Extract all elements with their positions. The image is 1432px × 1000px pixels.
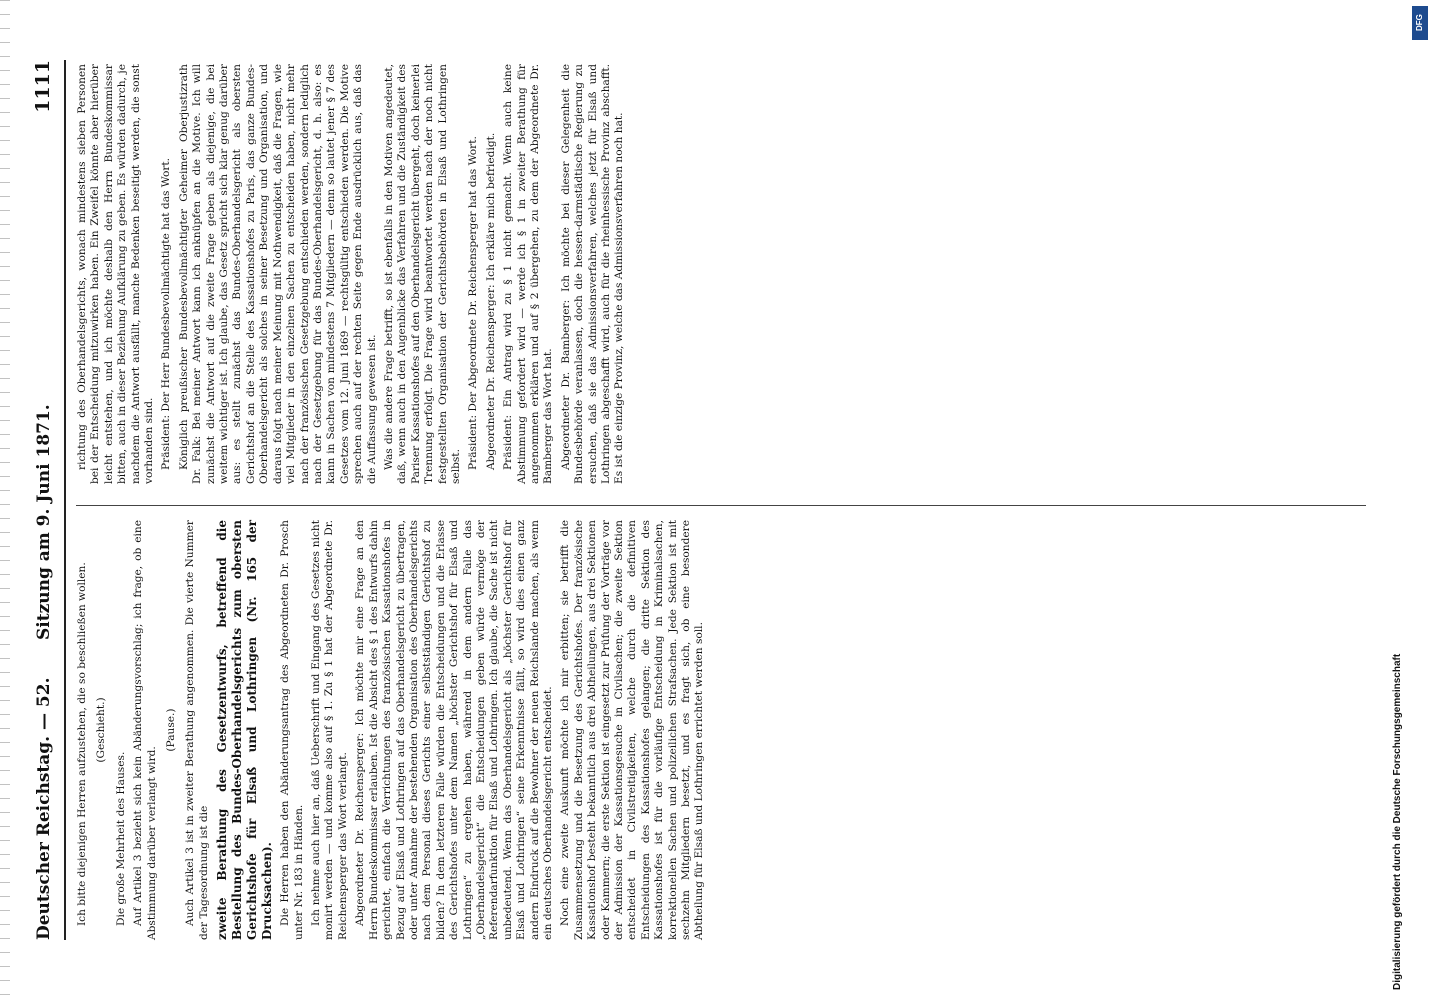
paragraph: Ich nehme auch hier an, daß Ueberschrift und Eingang des Gesetzes nicht monirt werden — und komme also auf § 1. Zu § 1 hat der Abgeordnete Dr. Reichensperger das Wort verlangt. <box>310 520 349 940</box>
paragraph: richtung des Oberhandelsgerichts, wonach mindestens sieben Personen bei der Entscheidung mitzuwirken haben. Ein Zweifel könnte aber hierüber leicht entstehen, und ich möchte deshalb den Herrn Bundeskommissar bitten, auch in dieser Beziehung Aufklärung zu geben. Es würden dadurch, je nachdem die Antwort ausfällt, manche Bedenken beseitigt werden, die sonst vorhanden sind. <box>76 64 156 484</box>
paragraph: Ich bitte diejenigen Herren aufzustehen, die so beschließen wollen. <box>76 562 88 926</box>
paragraph: Präsident: Der Herr Bundesbevollmächtigte hat das Wort. <box>160 157 173 470</box>
paragraph: Abgeordneter Dr. Reichensperger: Ich erkläre mich befriedigt. <box>484 132 497 470</box>
header-session: Sitzung am 9. Juni 1871. <box>34 404 54 640</box>
paragraph: Die Herren haben den Abänderungsantrag des Abgeordneten Dr. Prosch unter Nr. 183 in Händen. <box>279 520 305 940</box>
right-column <box>76 64 631 484</box>
header-publication: Deutscher Reichstag. — 52. <box>34 677 54 940</box>
footer-credit-text: Digitalisierung gefördert durch die Deutsche Forschungsgemeinschaft <box>1392 653 1403 990</box>
paragraph: Präsident: Der Abgeordnete Dr. Reichensperger hat das Wort. <box>467 136 480 470</box>
dfg-logo: DFG <box>1412 6 1428 40</box>
paragraph: Abgeordneter Dr. Bamberger: Ich möchte bei dieser Gelegenheit die Bundesbehörde veranlassen, doch die hessen-darmstädtische Regierung zu ersuchen, daß sie das Admissionsverfahren, welches jetzt für Elsaß und Lothringen abgeschafft wird, auch für die rheinhessische Provinz abschafft. Es ist die einzige Provinz, welche das Admissionsverfahren noch hat. <box>559 64 626 484</box>
paragraph: Abgeordneter Dr. Reichensperger: Ich möchte mir eine Frage an den Herrn Bundeskommissar erlauben. Ist die Absicht des § 1 des Entwurfs dahin gerichtet, einfach die Verrichtungen des französischen Kassationshofes in Bezug auf Elsaß und Lothringen auf das Oberhandelsgericht zu übertragen, oder unter Annahme der bestehenden Organisation des Oberhandelsgerichts nach dem Personal dieses Gerichts einer selbstständigen Gerichtshof zu bilden? In dem letzteren Falle würden die Entscheidungen und die Erlasse des Gerichtshofes unter dem Namen „höchster Gerichtshof für Elsaß und Lothringen“ zu ergehen haben, während in dem andern Falle das „Oberhandelsgericht“ die Entscheidungen geben würde vermöge der Referendarfunktion für Elsaß und Lothringen. Ich glaube, die Sache ist nicht unbedeutend. Wenn das Oberhandelsgericht als „höchster Gerichtshof für Elsaß und Lothringen“ seine Erkenntnisse fällt, so wird dies einen ganz andern Eindruck auf die Bewohner der neuen Reichslande machen, als wenn ein deutsches Oberhandelsgericht entscheidet. <box>354 520 554 940</box>
paragraph: Auf Artikel 3 bezieht sich kein Abänderungsvorschlag; ich frage, ob eine Abstimmung darüber verlangt wird. <box>132 520 158 940</box>
paragraph: Noch eine zweite Auskunft möchte ich mir erbitten; sie betrifft die Zusammensetzung und die Besetzung des Gerichtshofes. Der französische Kassationshof besteht bekanntlich aus drei Abtheilungen, aus drei Sektionen oder Kammern; die erste Sektion ist eingesetzt zur Prüfung der Vorträge vor der Admission der Kassationsgesuche in Civilsachen; die zweite Sektion entscheidet in Civilstreitigkeiten, welche durch die definitiven Entscheidungen des Kassationshofes gelangen; die dritte Sektion des Kassationshofes ist für die vorläufige Entscheidung in Kriminalsachen, korrektionellen Sachen und polizeilichen Strafsachen. Jede Sektion ist mit sechzehn Mitgliedern besetzt, und es fragt sich, ob eine besondere Abtheilung für Elsaß und Lothringen errichtet werden soll. <box>559 520 706 940</box>
paragraph: Auch Artikel 3 ist in zweiter Berathung angenommen. Die vierte Nummer der Tagesordnung ist die <box>184 520 210 940</box>
footer-credit <box>1392 10 1412 990</box>
page-header <box>30 60 66 940</box>
paragraph: (Pause.) <box>165 708 178 752</box>
left-column <box>76 520 711 940</box>
column-divider <box>76 505 1366 506</box>
paragraph: Präsident: Ein Antrag wird zu § 1 nicht gemacht. Wenn auch keine Abstimmung gefordert wird — werde ich § 1 in zweiter Berathung für angenommen erklären und auf § 2 übergehen, zu dem der Abgeordnete Dr. Bamberger das Wort hat. <box>502 64 555 484</box>
page-number: 1111 <box>32 60 54 113</box>
paragraph: (Geschieht.) <box>95 697 108 763</box>
paragraph: zweite Berathung des Gesetzentwurfs, betreffend die Bestellung des Bundes-Oberhandelsgerichts zum obersten Gerichtshofe für Elsaß und Lothringen (Nr. 165 der Drucksachen). <box>215 520 275 940</box>
paragraph: Königlich preußischer Bundesbevollmächtigter Geheimer Oberjustizrath Dr. Falk: Bei meiner Antwort kann ich anknüpfen an die Motive. Ich will zunächst die Antwort auf die zweite Frage geben als diejenige, die bei weitem wichtiger ist. Ich glaube, das Gesetz spricht sich klar genug darüber aus: es stellt zunächst das Bundes-Oberhandelsgericht als obersten Gerichtshof an die Stelle des Kassationshofes zu Paris, das ganze Bundes-Oberhandelsgericht als solches in seiner Besetzung und Organisation, und daraus folgt nach meiner Meinung mit Nothwendigkeit, daß die Fragen, wie viel Mitglieder in den einzelnen Sachen zu entscheiden haben, nicht mehr nach der französischen Gesetzgebung entschieden werden, sondern lediglich nach der Gesetzgebung für das Bundes-Oberhandelsgericht, d. h. also: es kann in Sachen von mindestens 7 Mitgliedern — denn so lautet jener § 7 des Gesetzes vom 12. Juni 1869 — rechtsgültig entschieden werden. Die Motive sprechen auch auf der rechten Seite gegen Ende ausdrücklich aus, daß das die Auffassung gewesen ist. <box>177 64 378 484</box>
paragraph: Was die andere Frage betrifft, so ist ebenfalls in den Motiven angedeutet, daß, wenn auch in den Augenblicke das Verfahren und die Zuständigkeit des Pariser Kassationshofes auf den Oberhandelsgericht übergeht, doch keinerlei Trennung erfolgt. Die Frage wird beantwortet werden nach der noch nicht festgestellten Organisation der Gerichtsbehörden in Elsaß und Lothringen selbst. <box>382 64 462 484</box>
paragraph: Die große Mehrheit des Hauses. <box>114 751 127 926</box>
